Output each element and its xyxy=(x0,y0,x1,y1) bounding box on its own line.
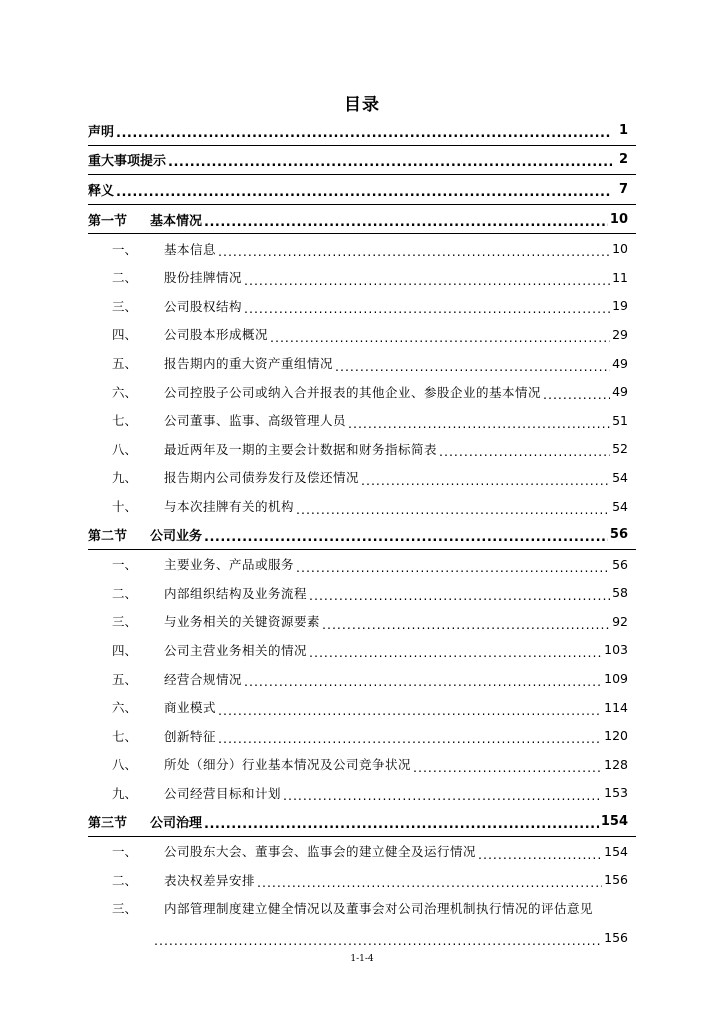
toc-entry-label: 公司董事、监事、高级管理人员 xyxy=(164,413,347,429)
toc-leader-dots xyxy=(361,473,610,488)
toc-entry-page: 49 xyxy=(612,384,628,400)
toc-entry-number: 六、 xyxy=(112,700,138,716)
toc-entry-label: 公司股本形成概况 xyxy=(164,327,269,343)
toc-entry-page: 19 xyxy=(612,298,628,314)
toc-subsection-entry[interactable] xyxy=(88,377,636,406)
toc-subsection-entry[interactable] xyxy=(88,721,636,750)
toc-leader-dots xyxy=(309,588,610,603)
toc-leader-dots xyxy=(296,502,610,517)
toc-entry-page: 92 xyxy=(612,613,628,629)
toc-subsection-entry[interactable] xyxy=(88,292,636,321)
toc-entry-label: 商业模式 xyxy=(164,700,217,716)
toc-entry-label: 最近两年及一期的主要会计数据和财务指标简表 xyxy=(164,441,438,457)
toc-entry-page: 29 xyxy=(612,326,628,342)
toc-entry-number: 八、 xyxy=(112,757,138,773)
toc-entry-label: 声明 xyxy=(88,124,115,140)
toc-entry-page: 7 xyxy=(618,181,628,197)
toc-subsection-entry[interactable] xyxy=(88,779,636,808)
toc-leader-dots xyxy=(244,273,610,288)
toc-entry-label: 所处（细分）行业基本情况及公司竞争状况 xyxy=(164,757,412,773)
toc-entry-wrapped[interactable] xyxy=(88,894,636,952)
toc-entry-label: 公司经营目标和计划 xyxy=(164,785,282,801)
table-of-contents xyxy=(88,116,636,952)
toc-entry-number: 第三节 xyxy=(88,816,128,832)
toc-entry-page: 156 xyxy=(604,929,628,945)
toc-entry-page: 52 xyxy=(612,441,628,457)
toc-subsection-entry[interactable] xyxy=(88,579,636,608)
toc-entry-page: 11 xyxy=(612,269,628,285)
toc-entry-label: 报告期内的重大资产重组情况 xyxy=(164,356,334,372)
toc-leader-dots xyxy=(218,731,602,746)
toc-entry-label: 报告期内公司债券发行及偿还情况 xyxy=(164,470,360,486)
toc-subsection-entry[interactable] xyxy=(88,406,636,435)
toc-entry-page: 109 xyxy=(604,671,628,687)
toc-subsection-entry[interactable] xyxy=(88,263,636,292)
toc-entry-number: 九、 xyxy=(112,470,138,486)
toc-entry-label: 公司股东大会、董事会、监事会的建立健全及运行情况 xyxy=(164,844,477,860)
toc-entry-page: 49 xyxy=(612,355,628,371)
toc-entry-page: 114 xyxy=(604,699,628,715)
toc-leader-dots xyxy=(296,560,610,575)
toc-subsection-entry[interactable] xyxy=(88,463,636,492)
toc-entry-label: 公司主营业务相关的情况 xyxy=(164,642,308,658)
toc-entry-page: 56 xyxy=(609,527,628,543)
toc-entry-label: 表决权差异安排 xyxy=(164,872,256,888)
toc-entry-page: 103 xyxy=(604,642,628,658)
toc-leader-dots xyxy=(322,617,610,632)
toc-entry-label: 基本信息 xyxy=(164,241,217,257)
toc-entry-number: 五、 xyxy=(112,356,138,372)
toc-entry-page: 51 xyxy=(612,412,628,428)
toc-entry-label: 公司治理 xyxy=(150,816,203,832)
toc-leader-dots xyxy=(218,244,610,259)
toc-entry-label: 经营合规情况 xyxy=(164,671,243,687)
toc-entry-label: 股份挂牌情况 xyxy=(164,270,243,286)
toc-leader-dots xyxy=(309,645,602,660)
toc-entry-label: 内部管理制度建立健全情况以及董事会对公司治理机制执行情况的评估意见 xyxy=(164,901,594,917)
toc-leader-dots xyxy=(543,387,610,402)
toc-entry-number: 五、 xyxy=(112,671,138,687)
toc-leader-dots xyxy=(204,817,599,832)
toc-entry-page: 10 xyxy=(612,241,628,257)
toc-leader-dots xyxy=(116,185,612,200)
toc-entry-label: 公司控股子公司或纳入合并报表的其他企业、参股企业的基本情况 xyxy=(164,384,542,400)
toc-subsection-entry[interactable] xyxy=(88,320,636,349)
toc-leader-dots xyxy=(116,126,612,141)
toc-subsection-entry[interactable] xyxy=(88,607,636,636)
toc-entry-label: 与业务相关的关键资源要素 xyxy=(164,614,321,630)
toc-section-entry[interactable] xyxy=(88,205,636,235)
toc-section-entry[interactable] xyxy=(88,175,636,205)
toc-entry-page: 10 xyxy=(609,211,628,227)
toc-subsection-entry[interactable] xyxy=(88,837,636,866)
toc-leader-dots xyxy=(335,359,610,374)
toc-entry-label: 内部组织结构及业务流程 xyxy=(164,585,308,601)
toc-entry-number: 二、 xyxy=(112,585,138,601)
toc-entry-page: 154 xyxy=(600,814,628,830)
toc-entry-number: 一、 xyxy=(112,557,138,573)
toc-subsection-entry[interactable] xyxy=(88,349,636,378)
toc-subsection-entry[interactable] xyxy=(88,492,636,521)
toc-leader-dots xyxy=(218,703,602,718)
toc-entry-page: 2 xyxy=(618,152,628,168)
toc-entry-number: 十、 xyxy=(112,499,138,515)
toc-entry-label: 重大事项提示 xyxy=(88,154,167,170)
toc-leader-dots xyxy=(413,760,602,775)
toc-entry-page: 156 xyxy=(604,872,628,888)
toc-leader-dots xyxy=(204,215,608,230)
toc-entry-number: 九、 xyxy=(112,785,138,801)
toc-entry-number: 八、 xyxy=(112,441,138,457)
toc-entry-number: 四、 xyxy=(112,642,138,658)
toc-entry-number: 六、 xyxy=(112,384,138,400)
toc-entry-label: 公司股权结构 xyxy=(164,298,243,314)
toc-entry-page: 54 xyxy=(612,469,628,485)
toc-subsection-entry[interactable] xyxy=(88,750,636,779)
toc-section-entry[interactable] xyxy=(88,116,636,146)
toc-leader-dots xyxy=(348,416,610,431)
toc-subsection-entry[interactable] xyxy=(88,234,636,263)
toc-entry-number: 三、 xyxy=(112,614,138,630)
toc-subsection-entry[interactable] xyxy=(88,636,636,665)
toc-entry-page: 58 xyxy=(612,585,628,601)
toc-entry-number: 三、 xyxy=(112,298,138,314)
toc-entry-label: 释义 xyxy=(88,183,115,199)
toc-leader-dots xyxy=(204,530,608,545)
toc-entry-page: 54 xyxy=(612,498,628,514)
toc-leader-dots xyxy=(154,933,602,948)
toc-section-entry[interactable] xyxy=(88,520,636,550)
toc-subsection-entry[interactable] xyxy=(88,865,636,894)
toc-leader-dots xyxy=(283,788,602,803)
toc-entry-number: 四、 xyxy=(112,327,138,343)
toc-entry-number: 一、 xyxy=(112,844,138,860)
toc-section-entry[interactable] xyxy=(88,146,636,176)
toc-entry-number: 二、 xyxy=(112,270,138,286)
toc-entry-label: 与本次挂牌有关的机构 xyxy=(164,499,295,515)
toc-subsection-entry[interactable] xyxy=(88,435,636,464)
toc-entry-number: 七、 xyxy=(112,728,138,744)
toc-entry-page: 120 xyxy=(604,728,628,744)
page-footer-number: 1-1-4 xyxy=(350,954,374,964)
toc-entry-label: 基本情况 xyxy=(150,213,203,229)
toc-entry-page: 154 xyxy=(604,843,628,859)
toc-entry-page: 153 xyxy=(604,785,628,801)
toc-leader-dots xyxy=(168,155,612,170)
toc-leader-dots xyxy=(270,330,610,345)
toc-entry-label: 公司业务 xyxy=(150,529,203,545)
toc-leader-dots xyxy=(439,444,610,459)
toc-entry-page: 56 xyxy=(612,556,628,572)
toc-subsection-entry[interactable] xyxy=(88,693,636,722)
toc-entry-page: 128 xyxy=(604,756,628,772)
toc-entry-page: 1 xyxy=(618,122,628,138)
toc-subsection-entry[interactable] xyxy=(88,664,636,693)
toc-entry-number: 三、 xyxy=(112,901,138,917)
toc-subsection-entry[interactable] xyxy=(88,550,636,579)
toc-section-entry[interactable] xyxy=(88,807,636,837)
toc-entry-number: 第二节 xyxy=(88,529,128,545)
toc-entry-number: 第一节 xyxy=(88,213,128,229)
toc-entry-number: 二、 xyxy=(112,872,138,888)
toc-leader-dots xyxy=(257,875,602,890)
page-title: 目录 xyxy=(344,95,380,115)
toc-entry-number: 一、 xyxy=(112,241,138,257)
toc-leader-dots xyxy=(244,674,602,689)
toc-leader-dots xyxy=(478,847,602,862)
toc-entry-label: 主要业务、产品或服务 xyxy=(164,557,295,573)
toc-leader-dots xyxy=(244,301,610,316)
toc-entry-label: 创新特征 xyxy=(164,728,217,744)
toc-entry-number: 七、 xyxy=(112,413,138,429)
